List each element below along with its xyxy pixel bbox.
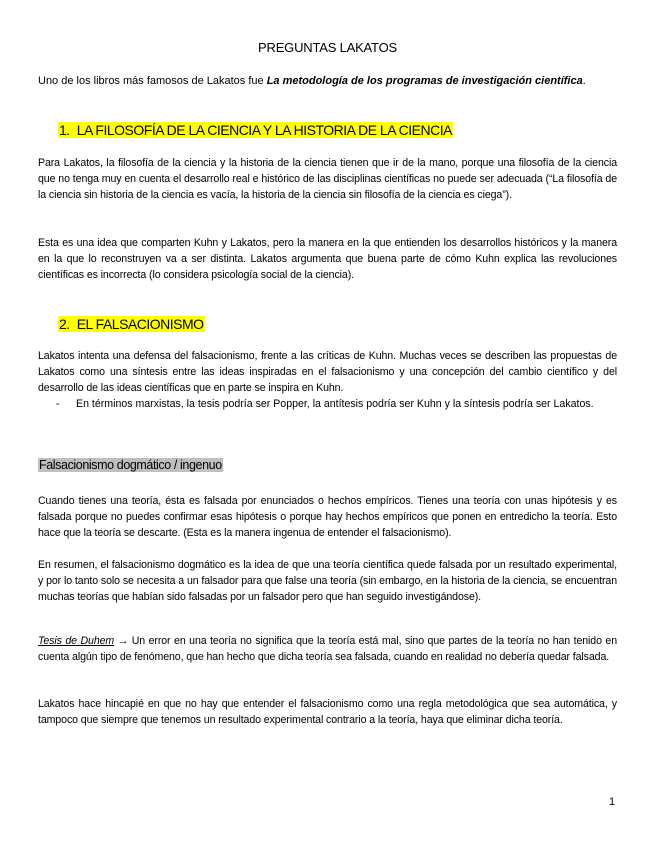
section-1-paragraph-1: Para Lakatos, la filosofía de la ciencia y la historia de la ciencia tienen que ir de la mano, porque una filosofía de la ciencia que no tenga muy en cuenta el desarrollo real e histórico de las disciplinas científicas no puede ser adecuada (“La filosofía de la ciencia sin historia de la ciencia es vacía, la historia de la ciencia sin filosofía de la ciencia es ciega”).: [38, 157, 617, 202]
duhem-paragraph: [38, 633, 617, 665]
section-1-heading: [58, 121, 453, 140]
bullet-text: En términos marxistas, la tesis podría ser Popper, la antítesis podría ser Kuhn y la síntesis podría ser Lakatos.: [76, 398, 594, 410]
section-2-paragraph-1: Lakatos intenta una defensa del falsacionismo, frente a las críticas de Kuhn. Muchas veces se describen las propuestas de Lakatos como una síntesis entre las ideas inspiradas en el falsacionismo y una concepción del cambio científico y del desarrollo de las ideas científicas que en parte se inspira en Kuhn.: [38, 350, 617, 395]
section-2-number: 2.: [59, 316, 70, 332]
duhem-term: Tesis de Duhem: [38, 635, 115, 647]
intro-paragraph: [38, 74, 617, 88]
subsection-paragraph-1: Cuando tienes una teoría, ésta es falsada por enunciados o hechos empíricos. Tienes una teoría con unas hipótesis y es falsada porque no puedes confirmar esas hipótesis o porque hay hechos empíricos que ponen en entredicho la teoría. Esto hace que la teoría se descarte. (Esta es la manera ingenua de entender el falsacionismo).: [38, 495, 617, 540]
intro-end: .: [582, 75, 586, 87]
book-title: La metodología de los programas de investigación científica: [266, 75, 583, 87]
subsection-heading: [38, 456, 223, 474]
section-2-highlight: [58, 316, 205, 332]
section-1-highlight: [58, 122, 453, 138]
section-2-heading: [58, 315, 205, 334]
subsection-paragraph-2: En resumen, el falsacionismo dogmático es la idea de que una teoría científica quede falsada por un resultado experimental, y por lo tanto solo se necesita a un falsador para que false una teoría (sin embargo, en la historia de la ciencia, se encuentran muchas teorías que habían sido falsadas por un falsador pero que han seguido investigándose).: [38, 559, 617, 604]
bullet-dash: -: [56, 398, 60, 410]
section-2-title: EL FALSACIONISMO: [76, 316, 204, 332]
duhem-text: Un error en una teoría no significa que la teoría está mal, sino que partes de la teoría no han tenido en cuenta algún tipo de fenómeno, que han hecho que dicha teoría sea falsada, cuando en realidad no debería quedar falsada.: [38, 635, 617, 664]
subsection-highlight: Falsacionismo dogmático / ingenuo: [39, 458, 222, 472]
page-number: 1: [609, 796, 616, 808]
page-title: PREGUNTAS LAKATOS: [258, 40, 397, 55]
intro-text: Uno de los libros más famosos de Lakatos fue: [38, 75, 267, 87]
subsection-paragraph-4: Lakatos hace hincapié en que no hay que entender el falsacionismo como una regla metodológica que sea automática, y tampoco que siempre que tenemos un resultado experimental contrario a la teoría, haya que eliminar dicha teoría.: [38, 698, 617, 727]
arrow-icon: →: [117, 635, 129, 647]
section-1-paragraph-2: Esta es una idea que comparten Kuhn y Lakatos, pero la manera en la que entienden los desarrollos históricos y la manera en la que lo reconstruyen va a ser distinta. Lakatos argumenta que buena parte de cómo Kuhn explica las revoluciones científicas es incorrecta (lo considera psicología social de la ciencia).: [38, 237, 617, 282]
section-1-title: LA FILOSOFÍA DE LA CIENCIA Y LA HISTORIA DE LA CIENCIA: [76, 122, 452, 138]
section-1-number: 1.: [59, 122, 70, 138]
